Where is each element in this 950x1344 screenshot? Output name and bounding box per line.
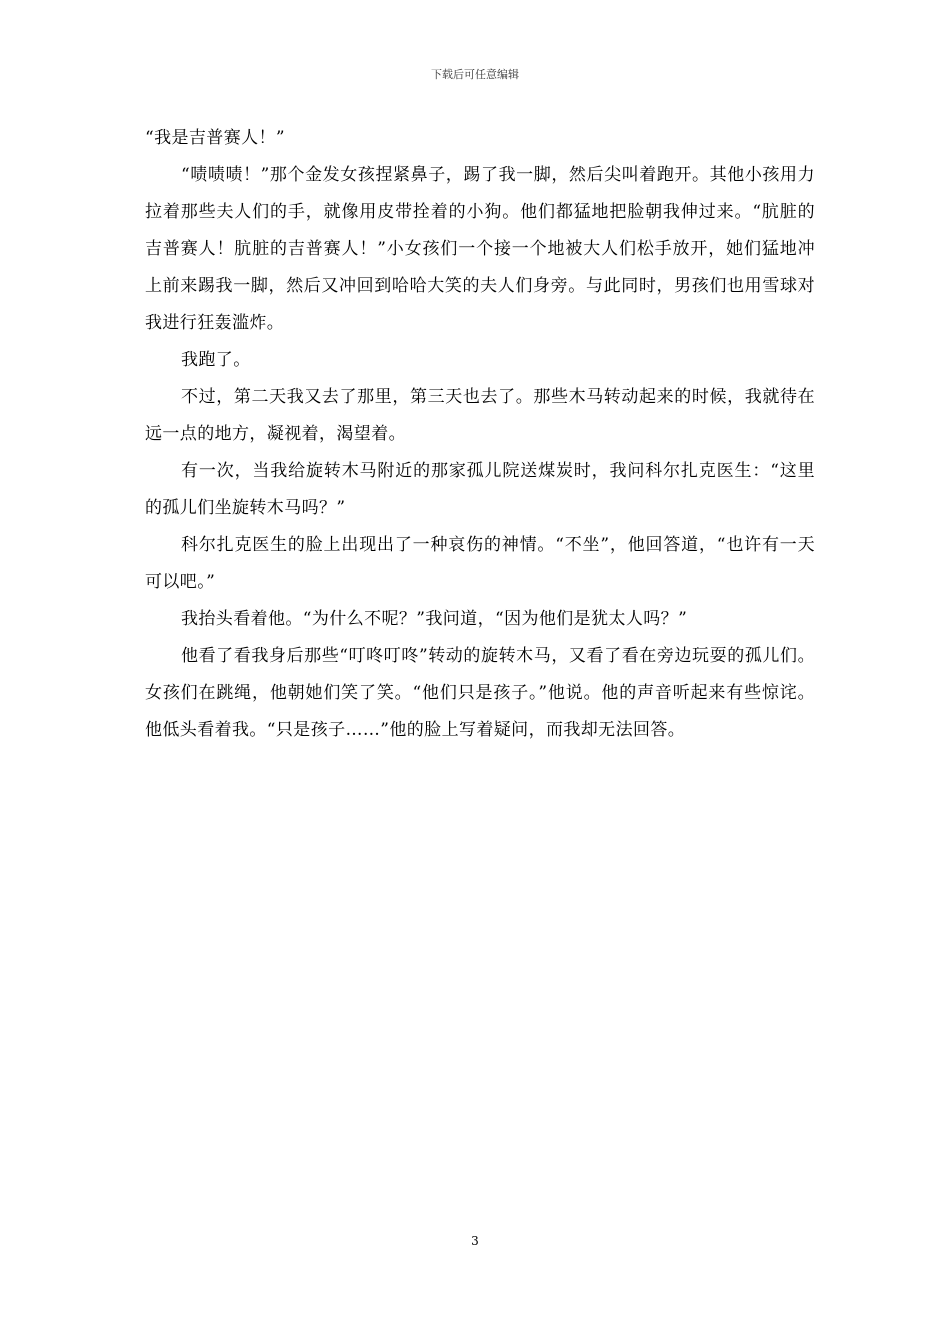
page-number: 3 bbox=[471, 1234, 479, 1248]
paragraph-6: 科尔扎克医生的脸上出现出了一种哀伤的神情。“不坐”，他回答道，“也许有一天可以吧。” bbox=[145, 535, 815, 592]
paragraph-2: “啧啧啧！”那个金发女孩捏紧鼻子，踢了我一脚，然后尖叫着跑开。其他小孩用力拉着那些夫人们的手，就像用皮带拴着的小狗。他们都猛地把脸朝我伸过来。“肮脏的吉普赛人！肮脏的吉普赛人！”小女孩们一个接一个地被大人们松手放开，她们猛地冲上前来踢我一脚，然后又冲回到哈哈大笑的夫人们身旁。与此同时，男孩们也用雪球对我进行狂轰滥炸。 bbox=[145, 165, 815, 333]
paragraph-5: 有一次，当我给旋转木马附近的那家孤儿院送煤炭时，我问科尔扎克医生：“这里的孤儿们坐旋转木马吗？” bbox=[145, 461, 815, 518]
paragraph-1: “我是吉普赛人！” bbox=[145, 128, 285, 148]
page-header: 下载后可任意编辑 bbox=[431, 68, 519, 81]
paragraph-4: 不过，第二天我又去了那里，第三天也去了。那些木马转动起来的时候，我就待在远一点的地方，凝视着，渴望着。 bbox=[145, 387, 815, 444]
document-body bbox=[145, 120, 815, 749]
paragraph-7: 我抬头看着他。“为什么不呢？”我问道，“因为他们是犹太人吗？” bbox=[181, 609, 688, 629]
paragraph-3: 我跑了。 bbox=[181, 350, 251, 370]
paragraph-8: 他看了看我身后那些“叮咚叮咚”转动的旋转木马，又看了看在旁边玩耍的孤儿们。女孩们在跳绳，他朝她们笑了笑。“他们只是孩子。”他说。他的声音听起来有些惊诧。他低头看着我。“只是孩子……”他的脸上写着疑问，而我却无法回答。 bbox=[145, 646, 815, 740]
